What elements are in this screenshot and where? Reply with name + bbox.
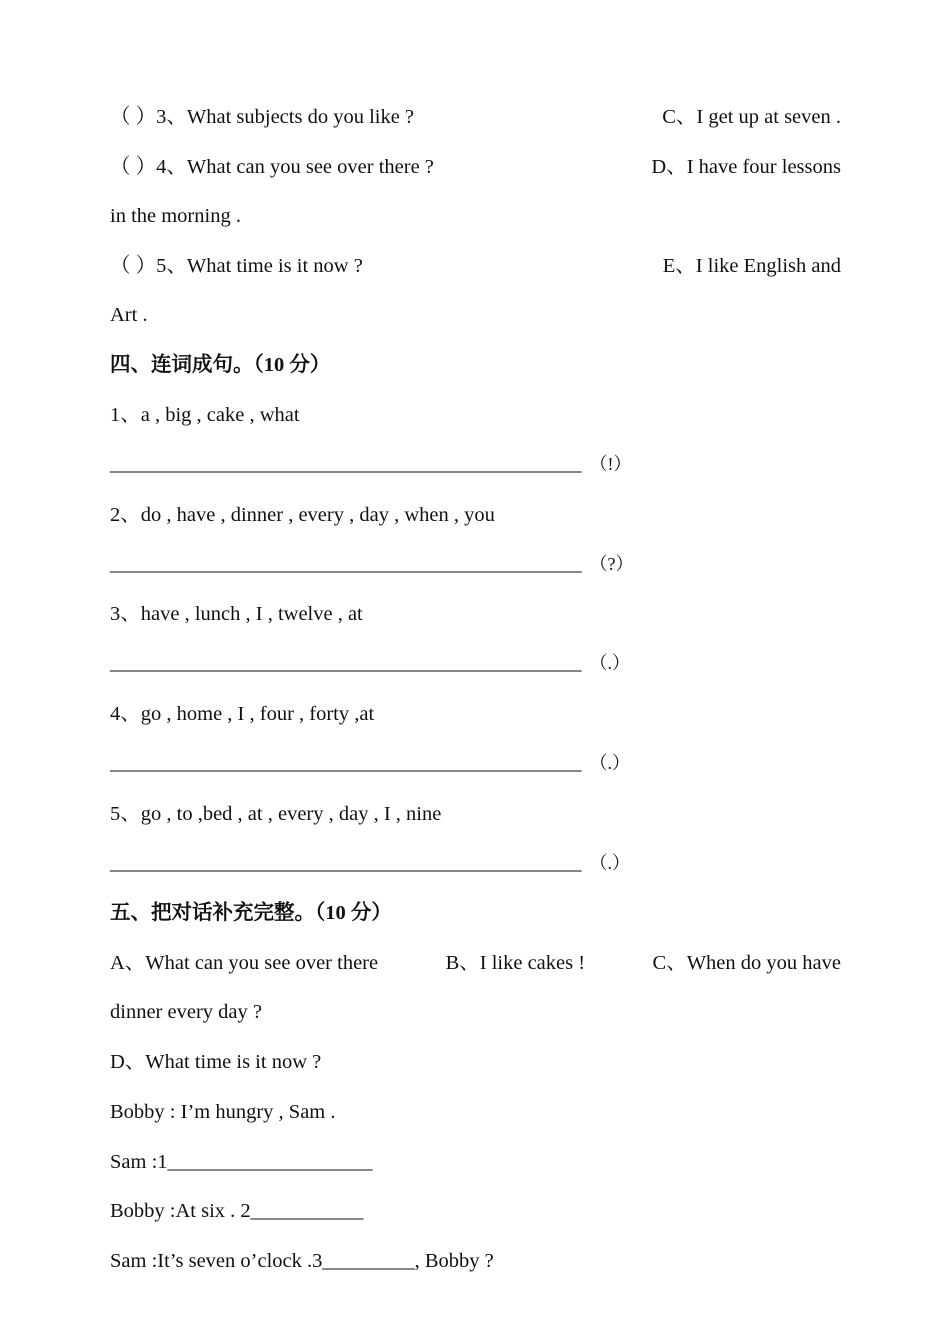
sentence-4-words: 4、go , home , I , four , forty ,at: [110, 703, 375, 725]
q4-question: （ ）4、What can you see over there ?: [110, 156, 434, 178]
dialogue-option-b: B、I like cakes !: [445, 952, 586, 974]
answer-blank[interactable]: ______________________________________________: [110, 852, 582, 874]
punctuation-hint: （.）: [589, 653, 630, 673]
sentence-2-answer-line[interactable]: [110, 551, 634, 577]
section4-heading: 四、连词成句。（10 分）: [110, 354, 331, 376]
answer-blank[interactable]: ______________________________________________: [110, 752, 582, 774]
sentence-1-answer-line[interactable]: [110, 451, 632, 477]
dialogue-line-4[interactable]: Sam :It’s seven o’clock .3_________, Bobby ?: [110, 1250, 494, 1272]
option-e-continuation: Art .: [110, 304, 148, 326]
section5-heading: 五、把对话补充完整。（10 分）: [110, 902, 392, 924]
dialogue-line-3[interactable]: Bobby :At six . 2___________: [110, 1200, 364, 1222]
punctuation-hint: （.）: [589, 853, 630, 873]
dialogue-option-d: D、What time is it now ?: [110, 1051, 322, 1073]
dialogue-line-1: Bobby : I’m hungry , Sam .: [110, 1101, 336, 1123]
sentence-3-words: 3、have , lunch , I , twelve , at: [110, 603, 363, 625]
sentence-4-answer-line[interactable]: [110, 750, 630, 776]
sentence-1-words: 1、a , big , cake , what: [110, 404, 300, 426]
option-c: C、I get up at seven .: [662, 106, 841, 128]
answer-blank[interactable]: ______________________________________________: [110, 553, 582, 575]
sentence-5-words: 5、go , to ,bed , at , every , day , I , nine: [110, 803, 442, 825]
q3-question: （ ）3、What subjects do you like ?: [110, 106, 415, 128]
dialogue-option-c: C、When do you have: [652, 952, 841, 974]
answer-blank[interactable]: ______________________________________________: [110, 453, 582, 475]
sentence-2-words: 2、do , have , dinner , every , day , when , you: [110, 504, 495, 526]
dialogue-option-c-continuation: dinner every day ?: [110, 1001, 262, 1023]
option-d: D、I have four lessons: [651, 156, 841, 178]
q5-question: （ ）5、What time is it now ?: [110, 255, 363, 277]
sentence-5-answer-line[interactable]: [110, 850, 630, 876]
punctuation-hint: （.）: [589, 753, 630, 773]
dialogue-options-row: [110, 950, 841, 976]
answer-blank[interactable]: ______________________________________________: [110, 652, 582, 674]
punctuation-hint: （?）: [589, 554, 634, 574]
option-e: E、I like English and: [662, 255, 841, 277]
option-d-continuation: in the morning .: [110, 205, 241, 227]
dialogue-line-2[interactable]: Sam :1____________________: [110, 1151, 373, 1173]
punctuation-hint: （!）: [589, 454, 632, 474]
sentence-3-answer-line[interactable]: [110, 650, 630, 676]
dialogue-option-a: A、What can you see over there: [110, 952, 379, 974]
